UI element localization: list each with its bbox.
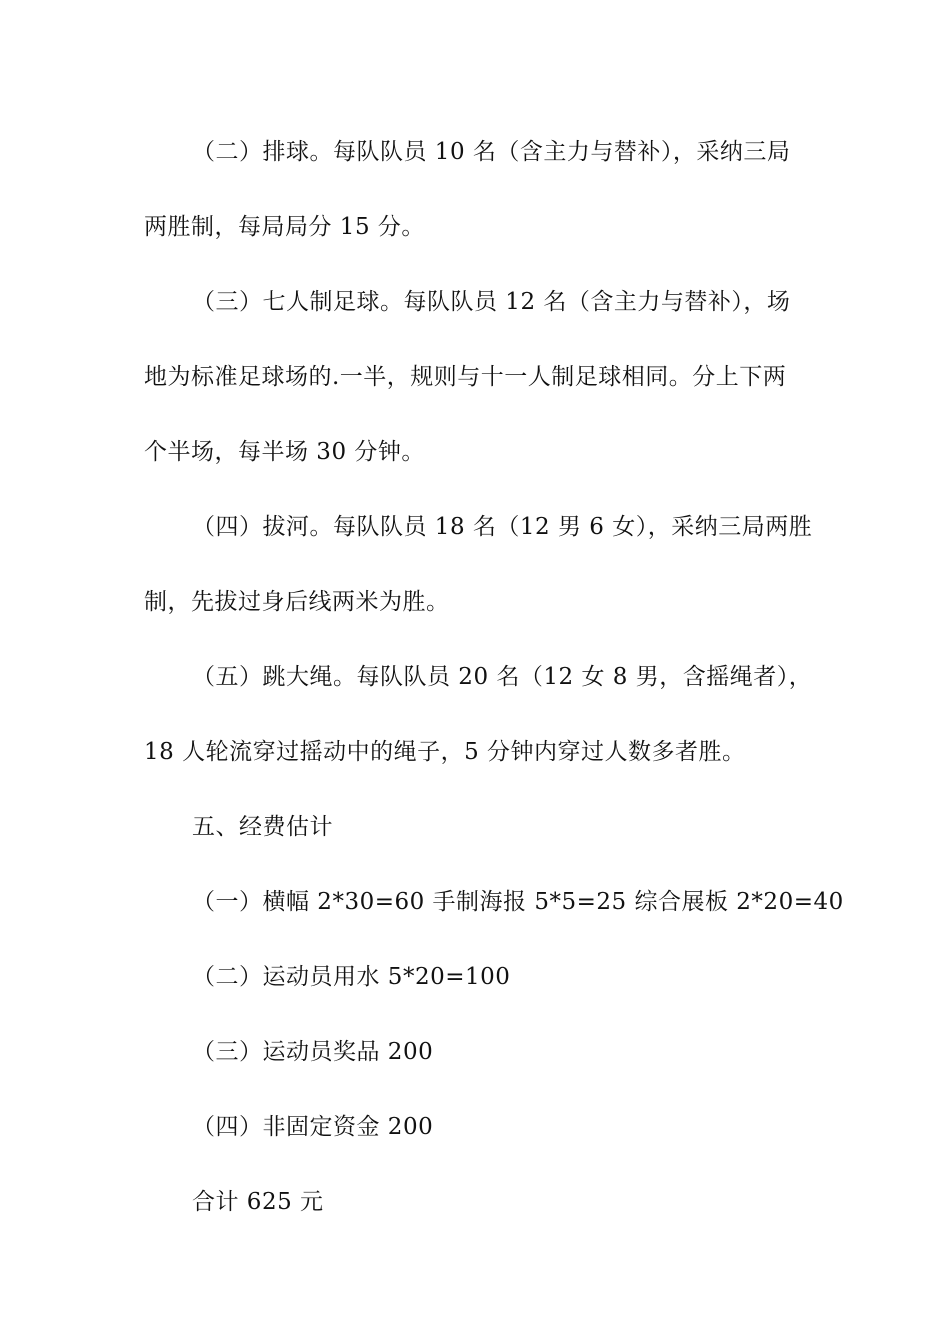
- paragraph-jump-rope-line-1: （五）跳大绳。每队队员 20 名（12 女 8 男，含摇绳者），: [192, 664, 813, 690]
- budget-item-4: （四）非固定资金 200: [192, 1114, 434, 1140]
- paragraph-jump-rope-line-2: 18 人轮流穿过摇动中的绳子，5 分钟内穿过人数多者胜。: [144, 739, 746, 765]
- budget-total: 合计 625 元: [192, 1189, 324, 1215]
- paragraph-volleyball-line-1: （二）排球。每队队员 10 名（含主力与替补），采纳三局: [192, 139, 791, 165]
- paragraph-volleyball-line-2: 两胜制，每局局分 15 分。: [144, 214, 425, 240]
- budget-item-1: （一）横幅 2*30=60 手制海报 5*5=25 综合展板 2*20=40: [192, 889, 844, 915]
- paragraph-tug-of-war-line-2: 制，先拔过身后线两米为胜。: [144, 589, 450, 615]
- budget-item-2: （二）运动员用水 5*20=100: [192, 964, 511, 990]
- budget-item-3: （三）运动员奖品 200: [192, 1039, 434, 1065]
- paragraph-football-line-2: 地为标准足球场的.一半，规则与十一人制足球相同。分上下两: [144, 364, 787, 390]
- paragraph-football-line-1: （三）七人制足球。每队队员 12 名（含主力与替补），场: [192, 289, 791, 315]
- section-heading-budget: 五、经费估计: [192, 814, 333, 840]
- paragraph-tug-of-war-line-1: （四）拔河。每队队员 18 名（12 男 6 女），采纳三局两胜: [192, 514, 813, 540]
- paragraph-football-line-3: 个半场，每半场 30 分钟。: [144, 439, 425, 465]
